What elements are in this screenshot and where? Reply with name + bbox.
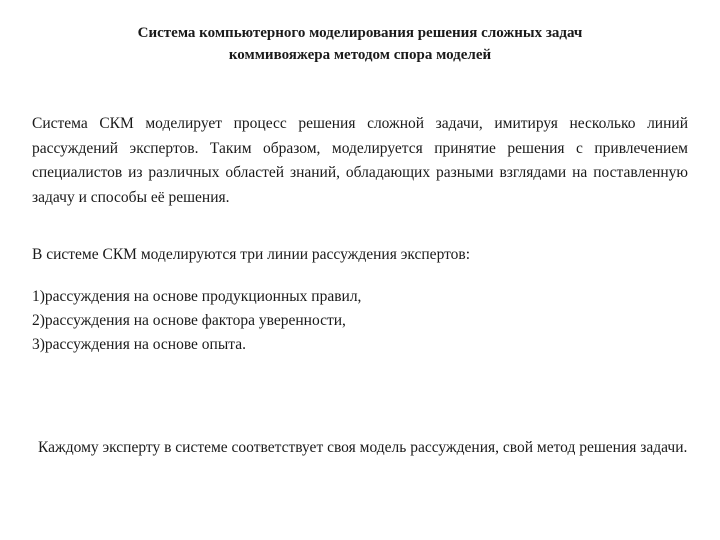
- slide-title-line-1: Система компьютерного моделирования решения сложных задач: [137, 25, 583, 41]
- list-item: 1)рассуждения на основе продукционных правил,: [32, 288, 362, 305]
- list-item: 2)рассуждения на основе фактора уверенности,: [32, 312, 346, 329]
- slide-title-line-2: коммивояжера методом спора моделей: [228, 47, 492, 63]
- intro-paragraph: Система СКМ моделирует процесс решения сложной задачи, имитируя несколько линий рассуждений экспертов. Таким образом, моделируется принятие решения с привлечением специалистов из различных областей знаний, обладающих разными взглядами на поставленную задачу и способы её решения.: [32, 115, 688, 206]
- reasoning-lines-list: [32, 285, 688, 357]
- reasoning-lines-intro: В системе СКМ моделируются три линии рассуждения экспертов:: [32, 246, 471, 263]
- conclusion-paragraph: Каждому эксперту в системе соответствует своя модель рассуждения, свой метод решения задачи.: [38, 439, 688, 456]
- list-item: 3)рассуждения на основе опыта.: [32, 336, 246, 353]
- slide-title: [60, 22, 660, 66]
